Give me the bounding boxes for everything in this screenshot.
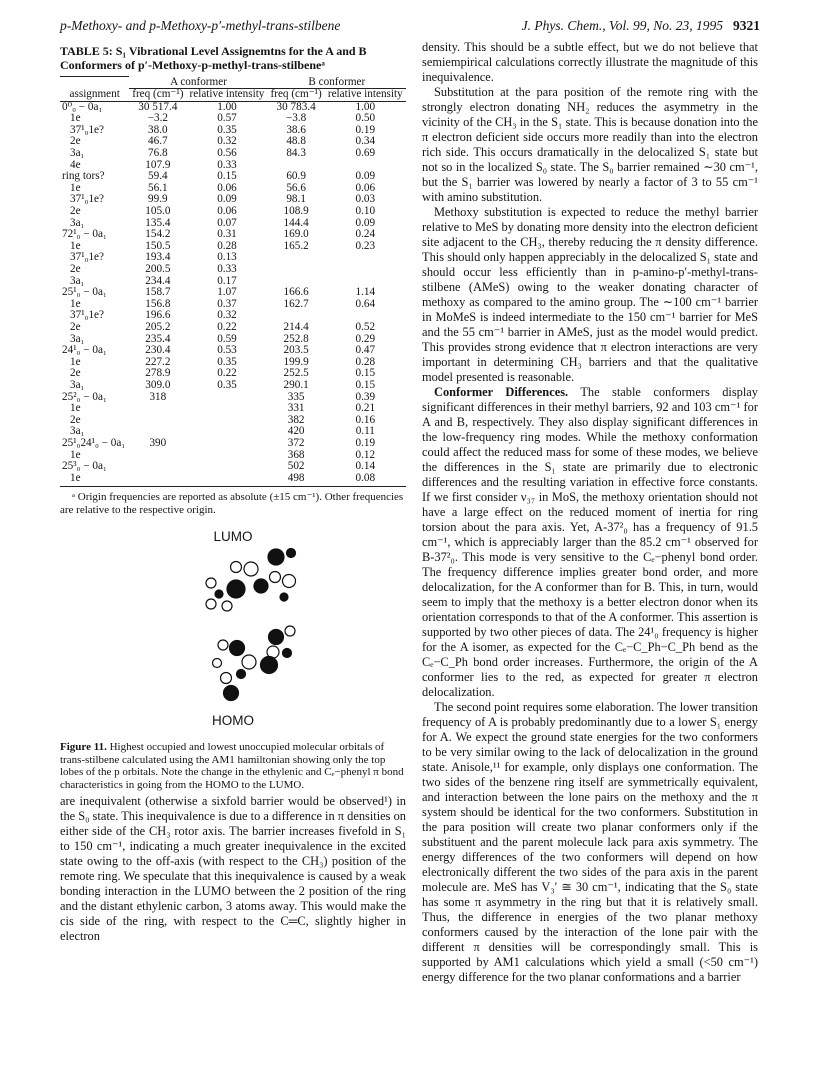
freq-a-cell: 235.4 [145,332,171,345]
rel-b-cell: 0.64 [355,297,376,310]
rel-a-cell: 0.22 [217,320,237,333]
orbital-figure [60,527,406,737]
orbital-lobe [222,601,232,611]
orbital-lobe [268,549,284,565]
table-row [60,392,406,404]
freq-a-cell: 150.5 [145,239,171,252]
freq-a-cell: 46.7 [148,135,168,148]
freq-b-cell: 502 [287,460,305,473]
freq-a-cell: 278.9 [145,367,171,380]
group-a-header: A conformer [129,77,267,89]
figure-caption [60,741,406,791]
rel-a-cell: 0.07 [217,216,237,229]
freq-a-cell: 107.9 [145,158,171,171]
freq-a-cell: −3.2 [147,112,168,125]
assignment-cell: 1e [70,297,81,310]
freq-a-cell: 156.8 [145,297,171,310]
rel-a-cell [186,461,267,473]
assignment-cell: 4e [70,158,81,171]
rel-b-cell: 0.24 [355,228,376,241]
freq-b-cell: 368 [287,448,305,461]
rel-a-cell: 0.13 [217,251,237,264]
assignment-cell: 2e [70,135,81,148]
assignment-cell: 3a₁ [70,147,85,160]
rel-a-cell: 0.53 [217,344,237,357]
orbital-lobe [242,655,256,669]
orbital-lobe [280,593,288,601]
table-row [60,415,406,427]
assignment-cell: 2e [70,367,81,380]
assignment-cell: 37¹₀1e? [70,251,104,264]
table-group-header [60,77,406,89]
rel-b-cell: 0.47 [355,344,376,357]
orbital-lobe [270,572,281,583]
assignment-cell: 2e [70,263,81,275]
orbital-diagram [60,527,406,737]
freq-b-cell: 203.5 [283,344,309,357]
rel-b-cell: 0.09 [355,170,376,183]
rel-a-cell [186,473,267,487]
paragraph-5: The second point requires some elaboration. The lower transition frequency of A is probably predominantly due to a lower S₁ energy for A. We expect the ground state energies for the two conformers to be very similar owing to the lack of delocalization in the ground state. Anisole,¹¹ for example, only displays one conformation. The two sides of the benzene ring itself are symmetrically equivalent, and interaction between the lone pairs on the methoxy and the π system should be identical for the two conformers. Substitution in the para position will create two planar conformers only if the substituent and the parent molecule lack para axis symmetry. The energy differences of the two conformers will depend on how electronically different the two sides of the para axis in the parent molecule are. MeS has V₃′ ≅ 30 cm⁻¹, indicating that the S₀ state has some π asymmetry in the ring but that it is relatively small. Thus, the difference in energies of the two planar methoxy conformers caused by the interaction of the lone pair with the different π densities will be correspondingly small. This is supported by AM1 calculations which yield a small (<50 cm⁻¹) energy difference for the two planar conformations and a barrier [422,700,758,984]
table-row [60,148,406,160]
table-row [60,438,406,450]
rel-a-cell [186,438,267,450]
freq-b-cell [268,252,325,264]
rel-a-cell: 0.59 [217,332,237,345]
rel-b-cell: 0.08 [325,473,406,487]
assignment-cell: 1e [70,355,81,368]
orbital-lobe [283,649,292,658]
table-row [60,380,406,392]
freq-b-cell: 162.7 [283,297,309,310]
freq-b-cell: 498 [268,473,325,487]
freq-a-cell [129,403,186,415]
freq-a-cell [129,415,186,427]
freq-b-cell: 60.9 [286,170,306,183]
assignment-cell: 25¹₀24¹₀ − 0a₁ [62,436,126,449]
right-column [422,40,758,985]
freq-a-cell: 309.0 [145,378,171,391]
freq-a-cell: 200.5 [145,263,171,275]
orbital-lobe [244,562,258,576]
paragraph-2: Substitution at the para position of the remote ring with the strongly electron donating NH₂ reduces the asymmetry in the vicinity of the CH₃ in the S₁ state. This is because donation into the π electron deficient side occurs more readily than into the electron rich side. This occurs dramatically in the delocalized S₁ state but not so in the localized S₀ state. The S₀ barrier remained ∼30 cm⁻¹, but the S₁ barrier was lowered by nearly a factor of 3 to 55 cm⁻¹ with amino substitution. [422,85,758,204]
rel-b-cell: 0.11 [355,425,375,438]
assignment-cell: 2e [70,205,81,218]
paragraph-1: density. This should be a subtle effect, but we do not believe that semiempirical calculations correctly illustrate the magnitude of this inequivalence. [422,40,758,84]
rel-b-cell: 0.23 [355,239,376,252]
rel-a-cell [186,450,267,462]
rel-a-cell: 0.57 [217,112,237,125]
journal-citation [522,18,760,34]
rel-a-cell: 1.00 [217,100,237,113]
table-row [60,473,406,487]
rel-a-cell: 0.28 [217,239,237,252]
rel-b-cell: 0.39 [355,390,376,403]
rel-b-cell: 0.52 [355,320,376,333]
freq-b-cell: 48.8 [286,135,306,148]
left-column [60,40,406,944]
rel-b-cell: 0.16 [355,413,376,426]
table-row [60,345,406,357]
assignment-cell: 1e [70,181,81,194]
homo-label: HOMO [212,713,254,729]
assignment-cell: 1e [70,239,81,252]
assignment-cell: 2e [70,413,81,426]
freq-a-cell: 135.4 [145,216,171,229]
rel-b-cell [325,252,406,264]
orbital-lobe [227,580,245,598]
freq-a-cell: 154.2 [145,228,171,241]
rel-a-cell [186,403,267,415]
col-rel-b: relative intensity [325,89,406,102]
rel-b-cell: 0.15 [355,378,376,391]
freq-a-cell: 38.0 [148,123,168,136]
vibrational-table [60,76,406,487]
rel-b-cell: 0.03 [355,193,376,206]
lumo-label: LUMO [213,529,253,545]
rel-a-cell: 0.56 [217,147,237,160]
assignment-cell: 24¹₀ − 0a₁ [62,344,107,357]
rel-a-cell: 0.32 [217,309,237,322]
figure-label: Figure 11. [60,741,107,754]
freq-b-cell: 335 [287,390,305,403]
freq-b-cell: 144.4 [283,216,309,229]
rel-a-cell [186,426,267,438]
freq-b-cell [268,264,325,276]
rel-a-cell [186,415,267,427]
rel-b-cell: 1.00 [355,100,376,113]
rel-a-cell: 1.07 [217,286,237,299]
freq-b-cell: 252.8 [283,332,309,345]
assignment-cell: 3a₁ [70,332,85,345]
freq-b-cell: 214.4 [283,320,309,333]
orbital-lobe [215,590,223,598]
left-body-text: are inequivalent (otherwise a sixfold barrier would be observed¹) in the S₀ state. This inequivalence is due to a difference in π densities on either side of the CH₃ rotor axis. The barrier increases fivefold in S₁ to 150 cm⁻¹, indicating a much greater inequivalence in the excited state owing to the off-axis (with respect to the CH₃) position of the remote ring. We speculate that this inequivalence is caused by a weak bonding interaction in the LUMO between the 2 position of the ring and the distant ethylenic carbon, 3 atoms away. This would make the cis side of the ring, with respect to the C═C, slightly higher in electron [60,793,406,943]
rel-b-cell: 0.29 [355,332,376,345]
freq-a-cell: 234.4 [145,274,171,287]
freq-b-cell: 56.6 [286,181,306,194]
rel-a-cell: 0.32 [217,135,237,148]
freq-b-cell: 420 [287,425,305,438]
freq-b-cell: 331 [287,402,305,415]
orbital-lobe [224,686,239,701]
table-caption [60,44,406,72]
rel-a-cell: 0.06 [217,205,237,218]
assignment-cell: 3a₁ [70,274,85,287]
rel-b-cell: 0.12 [355,448,376,461]
freq-a-cell: 30 517.4 [138,100,178,113]
assignment-cell: 1e [70,448,81,461]
rel-b-cell: 0.14 [355,460,376,473]
rel-b-cell: 0.19 [355,436,376,449]
journal-name: J. Phys. Chem., Vol. 99, No. 23, 1995 [521,18,723,33]
assignment-cell: 37¹₀1e? [70,193,104,206]
assignment-cell: 1e [70,112,81,125]
table-label: TABLE 5: [60,44,113,58]
assignment-cell: 25¹₀ − 0a₁ [62,286,107,299]
rel-b-cell: 0.28 [355,355,376,368]
paragraph-4-text: The stable conformers display significant differences in their methyl barriers, 92 and 103 cm⁻¹ for A and B, respectively. They also display significant differences in the low-frequency ring modes. While the methoxy conformation could affect the reduced mass for some of these modes, we believe the differences in the S₁ state are primarily due to electronic differences and the resulting variation in effective force constants. If we first consider ν₃₇ in MoS, the methoxy orientation should not have a large effect on the reduced moment of inertia for ring torsion about the para axis. Yet, A-37²₀ has a frequency of 91.5 cm⁻¹, which is appreciably larger than the 85.2 cm⁻¹ observed for B-37²₀. This mode is very sensitive to the Cₑ−phenyl bond order. The frequency difference implies greater bond order, and more delocalization, for the A conformer than for B. This, in turn, would seem to imply that the methoxy is a better electron donor when its orientation corresponds to that of the A conformer. This assertion is supported by two other pieces of data. The 24¹₀ frequency is higher for the A isomer, as expected for the Cₑ−C_Ph−C_Ph bend as the Cₑ−C_Ph bond order increases. Furthermore, the origin of the A conformer lies to the red, as expected for greater π electron delocalization. [422,385,758,699]
assignment-cell: 1e [60,473,129,487]
table-row [60,322,406,334]
table-title: S₁ Vibrational Level Assignemtns for the A and B Conformers of p′-Methoxy-p-methyl-trans-stilbeneᵃ [60,44,367,72]
freq-a-cell [129,473,186,487]
freq-b-cell: 38.6 [286,123,306,136]
running-title: p-Methoxy- and p-Methoxy-p′-methyl-trans-stilbene [60,18,341,33]
col-rel-a: relative intensity [186,89,267,102]
rel-a-cell: 0.33 [217,263,237,275]
table-footnote: ᵃ Origin frequencies are reported as absolute (±15 cm⁻¹). Other frequencies are relative to the respective origin. [60,491,404,517]
rel-b-cell: 0.06 [355,181,376,194]
rel-b-cell: 0.50 [355,112,376,125]
table-row [60,206,406,218]
freq-a-cell: 205.2 [145,320,171,333]
col-assignment: assignment [60,89,129,102]
freq-a-cell: 99.9 [148,193,168,206]
orbital-lobe [231,562,242,573]
assignment-cell: ring tors? [62,170,105,183]
rel-a-cell: 0.17 [217,274,237,287]
rel-b-cell: 0.19 [355,123,376,136]
col-freq-a: freq (cm⁻¹) [129,89,186,102]
freq-a-cell: 196.6 [145,309,171,322]
freq-a-cell [129,450,186,462]
freq-b-cell: 199.9 [283,355,309,368]
table-row [60,461,406,473]
freq-b-cell: −3.8 [285,112,307,125]
page-number: 9321 [733,18,760,33]
freq-a-cell: 105.0 [145,205,171,218]
freq-b-cell: 84.3 [286,147,306,160]
paragraph-4 [422,385,758,700]
rel-b-cell: 0.09 [355,216,376,229]
freq-b-cell: 252.5 [283,367,309,380]
orbital-lobe [285,626,295,636]
assignment-cell: 3a₁ [70,425,85,438]
table-row [60,450,406,462]
assignment-cell: 3a₁ [70,216,85,229]
orbital-lobe [218,640,228,650]
freq-a-cell: 76.8 [148,147,168,160]
table-body [60,101,406,487]
figure-caption-text: Highest occupied and lowest unoccupied molecular orbitals of trans-stilbene calculated using the AM1 hamiltonian showing only the top lobes of the p orbitals. Note the change in the ethylenic and Cₑ−phenyl π bond characteristics in going from the HOMO to the LUMO. [60,741,404,792]
rel-a-cell: 0.37 [217,297,237,310]
table-column-header [60,89,406,102]
table-row [60,403,406,415]
rel-a-cell [186,392,267,404]
rel-a-cell: 0.35 [217,378,237,391]
rel-b-cell: 1.14 [355,286,376,299]
orbital-lobe [221,673,232,684]
assignment-cell: 2e [70,320,81,333]
running-header [60,18,760,36]
freq-b-cell: 98.1 [286,193,306,206]
orbital-lobe [287,549,296,558]
assignment-cell: 0⁰₀ − 0a₁ [62,100,103,113]
assignment-cell: 25³₀ − 0a₁ [62,460,107,473]
freq-a-cell: 390 [149,436,167,449]
freq-b-cell: 30 783.4 [276,100,316,113]
freq-b-cell: 382 [287,413,305,426]
rel-a-cell: 0.15 [217,170,237,183]
orbital-lobe [206,599,216,609]
rel-a-cell: 0.35 [217,355,237,368]
group-b-header: B conformer [268,77,406,89]
orbital-lobe [269,630,284,645]
assignment-cell: 3a₁ [70,378,85,391]
freq-b-cell: 372 [287,436,305,449]
orbital-lobe [206,578,216,588]
freq-a-cell: 59.4 [148,170,168,183]
rel-a-cell: 0.09 [217,193,237,206]
orbital-lobe [283,575,296,588]
rel-b-cell: 0.21 [355,402,376,415]
freq-a-cell: 56.1 [148,181,168,194]
freq-a-cell [129,461,186,473]
freq-a-cell: 318 [149,390,167,403]
freq-b-cell: 165.2 [283,239,309,252]
assignment-cell: 25²₀ − 0a₁ [62,390,107,403]
paragraph-3: Methoxy substitution is expected to reduce the methyl barrier relative to MeS by donating more density into the electron deficient site adjacent to the CH₃, thereby reducing the π density difference. This should only happen appreciably in the delocalized S₁ state and should occur less efficiently than in p-amino-p′-methyl-trans-stilbene (AMeS) owing to the weaker donating character of methoxy as compared to the amino group. The ∼100 cm⁻¹ barrier in MoMeS is indeed intermediate to the 150 cm⁻¹ barrier for MeS and the 55 cm⁻¹ barrier in AMeS, just as the model would predict. This provides strong evidence that π electron interactions are very important in determining CH₃ barriers and that the qualitative model presented is reasonable. [422,205,758,384]
col-freq-b: freq (cm⁻¹) [268,89,325,102]
freq-a-cell: 227.2 [145,355,171,368]
freq-b-cell: 166.6 [283,286,309,299]
orbital-lobe [213,659,222,668]
freq-b-cell: 169.0 [283,228,309,241]
freq-a-cell: 230.4 [145,344,171,357]
rel-a-cell: 0.22 [217,367,237,380]
orbital-lobe [230,641,245,656]
orbital-lobe [237,670,246,679]
assignment-cell: 37¹₀1e? [70,309,104,322]
assignment-cell: 72¹₀ − 0a₁ [62,228,107,241]
table-row [60,264,406,276]
orbital-lobe [254,579,268,593]
rel-b-cell: 0.10 [355,205,376,218]
freq-a-cell: 193.4 [145,251,171,264]
rel-b-cell: 0.69 [355,147,376,160]
freq-b-cell: 290.1 [283,378,309,391]
section-heading: Conformer Differences. [434,385,569,399]
rel-a-cell: 0.35 [217,123,237,136]
freq-a-cell: 158.7 [145,286,171,299]
orbital-lobe [261,657,278,674]
rel-b-cell [325,264,406,276]
freq-b-cell: 108.9 [283,205,309,218]
assignment-cell: 1e [70,402,81,415]
rel-a-cell: 0.33 [217,158,237,171]
assignment-cell: 37¹₀1e? [70,123,104,136]
rel-a-cell: 0.31 [217,228,237,241]
rel-b-cell: 0.34 [355,135,376,148]
rel-b-cell: 0.15 [355,367,376,380]
rel-a-cell: 0.06 [217,181,237,194]
